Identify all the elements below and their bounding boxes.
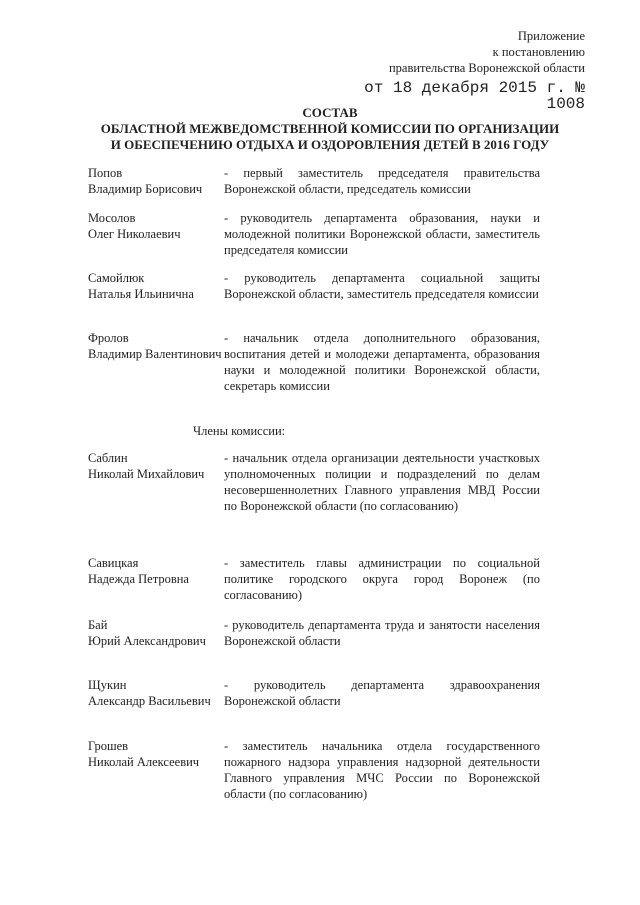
appendix-line-1: Приложение [517,29,585,43]
member-surname: Саблин [88,451,128,465]
member-given-name: Владимир Борисович [88,182,203,196]
member-given-name: Александр Васильевич [88,694,211,708]
member-given-name: Владимир Валентинович [88,347,222,361]
appendix-line-3: правительства Воронежской области [388,61,585,75]
member-role: - заместитель главы администрации по социальной политике городского округа город Воронеж (по согласованию) [224,556,540,602]
member-surname: Савицкая [88,556,139,570]
member-role: - руководитель департамента здравоохранения Воронежской области [224,678,540,708]
member-name [88,210,228,242]
member-role: - руководитель департамента труда и занятости населения Воронежской области [224,618,540,648]
members-heading: Члены комиссии: [193,424,286,438]
member-given-name: Николай Алексеевич [88,755,200,769]
member-surname: Попов [88,166,123,180]
member-role: - руководитель департамента образования, науки и молодежной политики Воронежской области, заместитель председателя комиссии [224,211,540,257]
member-name [88,165,228,197]
member-surname: Щукин [88,678,127,692]
member-name [88,677,228,709]
member-role: - первый заместитель председателя правительства Воронежской области, председатель комиссии [224,166,540,196]
member-surname: Бай [88,618,108,632]
document-title [60,105,600,153]
member-name [88,450,228,482]
member-surname: Мосолов [88,211,136,225]
member-given-name: Николай Михайлович [88,467,205,481]
appendix-line-2: к постановлению [492,45,585,59]
member-name [88,270,228,302]
member-surname: Самойлюк [88,271,145,285]
member-name [88,738,228,770]
member-given-name: Надежда Петровна [88,572,189,586]
appendix-date-stamp: от 18 декабря 2015 г. № 1008 [364,79,585,113]
appendix-block [325,28,585,112]
member-given-name: Юрий Александрович [88,634,206,648]
member-name [88,555,228,587]
member-role: - руководитель департамента социальной защиты Воронежской области, заместитель председателя комиссии [224,271,540,301]
member-role: - заместитель начальника отдела государственного пожарного надзора управления надзорной деятельности Главного управления МЧС России по Воронежской области (по согласованию) [224,739,540,801]
member-role: - начальник отдела организации деятельности участковых уполномоченных полиции и подразделений по делам несовершеннолетних Главного управления МВД России по Воронежской области (по согласованию) [224,451,540,513]
member-surname: Фролов [88,331,129,345]
member-surname: Грошев [88,739,129,753]
member-role: - начальник отдела дополнительного образования, воспитания детей и молодежи департамента, образования науки и молодежной политики Воронежской области, секретарь комиссии [224,331,540,393]
member-given-name: Олег Николаевич [88,227,181,241]
member-given-name: Наталья Ильинична [88,287,194,301]
member-name [88,617,228,649]
title-line-1: СОСТАВ [302,105,358,120]
title-line-2: ОБЛАСТНОЙ МЕЖВЕДОМСТВЕННОЙ КОМИССИИ ПО ОРГАНИЗАЦИИ [100,121,560,136]
title-line-3: И ОБЕСПЕЧЕНИЮ ОТДЫХА И ОЗДОРОВЛЕНИЯ ДЕТЕЙ В 2016 ГОДУ [110,137,550,152]
member-name [88,330,228,362]
